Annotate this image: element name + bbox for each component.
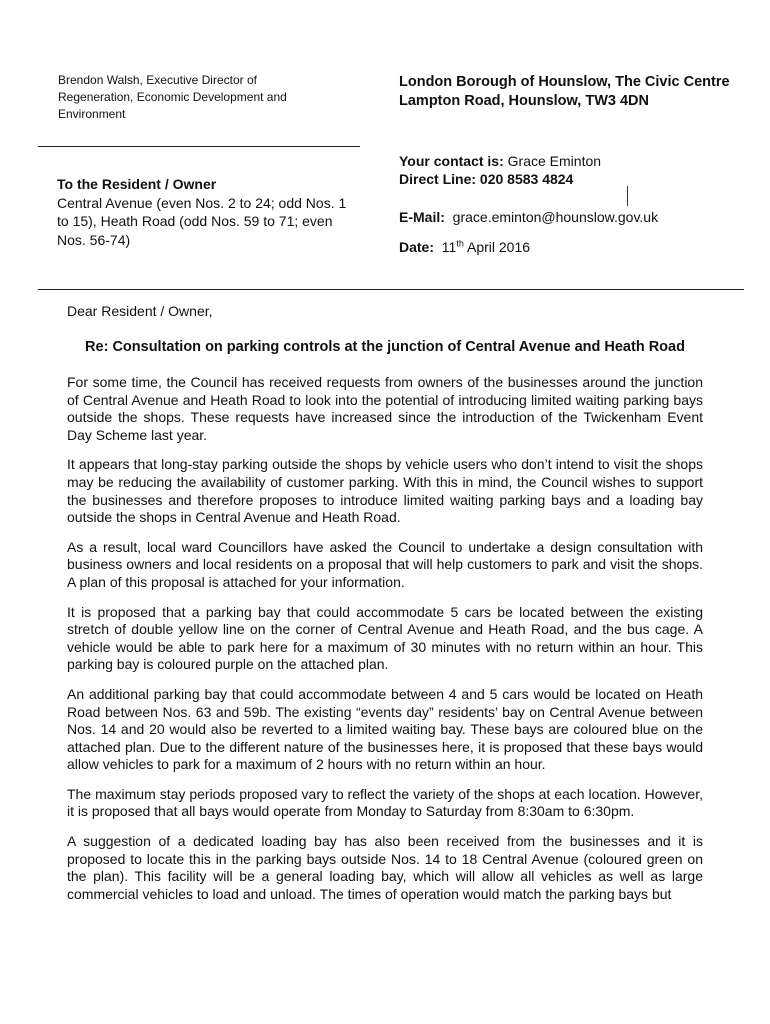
body-paragraph: The maximum stay periods proposed vary to reflect the variety of the shops at each location. However, it is proposed that all bays would operate from Monday to Saturday from 8:30am to 6:30pm. <box>67 785 703 820</box>
body-paragraph: A suggestion of a dedicated loading bay has also been received from the businesses and it is proposed to locate this in the parking bays outside Nos. 14 to 18 Central Avenue (coloured green on the plan). This facility will be a general loading bay, which will allow all vehicles as well as large commercial vehicles to load and unload. The times of operation would match the parking bays but <box>67 833 703 902</box>
body-paragraph: As a result, local ward Councillors have asked the Council to undertake a design consultation with business owners and local residents on a proposal that will help customers to park and visit the shops. A plan of this proposal is attached for your information. <box>67 538 703 590</box>
contact-block <box>399 152 739 256</box>
divider-top <box>38 146 360 147</box>
contact-name: Grace Eminton <box>507 153 602 169</box>
divider-bottom <box>38 289 744 290</box>
council-address-line: London Borough of Hounslow, The Civic Centre <box>399 74 730 90</box>
date-line <box>399 238 739 256</box>
date-rest: April 2016 <box>466 239 531 255</box>
sender-block <box>58 72 318 123</box>
date-day: 11 <box>441 239 457 255</box>
contact-email-line <box>399 208 739 226</box>
body-paragraph: It is proposed that a parking bay that could accommodate 5 cars be located between the existing stretch of double yellow line on the corner of Central Avenue and Heath Road, and the bus cage. A vehicle would be able to park here for a maximum of 30 minutes with no return within an hour. This parking bay is coloured purple on the attached plan. <box>67 603 703 673</box>
body-paragraph: It appears that long-stay parking outside the shops by vehicle users who don’t intend to visit the shops may be reducing the availability of customer parking. With this in mind, the Council wishes to support the businesses and therefore proposes to introduce limited waiting parking bays and a loading bay outside the shops in Central Avenue and Heath Road. <box>67 456 703 526</box>
addressee-heading: To the Resident / Owner <box>57 176 217 192</box>
council-address <box>399 73 739 111</box>
body-paragraph: An additional parking bay that could accommodate between 4 and 5 cars would be located on Heath Road between Nos. 63 and 59b. The existing “events day” residents’ bay on Central Avenue between Nos. 14 and 20 would also be reverted to a limited waiting bay. These bays are coloured blue on the attached plan. Due to the different nature of the businesses here, it is proposed that these bays would allow vehicles to park for a maximum of 2 hours with no return within an hour. <box>67 685 703 773</box>
sender-line: Brendon Walsh, Executive Director of <box>58 73 257 87</box>
sender-line: Regeneration, Economic Development and <box>58 90 287 104</box>
council-address-line: Lampton Road, Hounslow, TW3 4DN <box>399 93 649 109</box>
letter-body <box>67 374 703 915</box>
contact-person <box>399 152 739 170</box>
addressee-block <box>57 175 357 249</box>
subject-line: Re: Consultation on parking controls at the junction of Central Avenue and Heath Road <box>85 339 685 355</box>
body-paragraph: For some time, the Council has received requests from owners of the businesses around the junction of Central Avenue and Heath Road to look into the potential of introducing limited waiting parking bays outside the shops. These requests have increased since the introduction of the Twickenham Event Day Scheme last year. <box>67 374 703 443</box>
contact-phone-line <box>399 170 739 188</box>
addressee-address: Central Avenue (even Nos. 2 to 24; odd Nos. 1 to 15), Heath Road (odd Nos. 59 to 71; even Nos. 56-74) <box>57 194 347 248</box>
phone-number: 020 8583 4824 <box>479 171 574 187</box>
contact-label: Your contact is: <box>399 153 504 169</box>
email-address[interactable]: grace.eminton@hounslow.gov.uk <box>452 209 659 225</box>
sender-line: Environment <box>58 107 126 121</box>
email-label: E-Mail: <box>399 209 445 225</box>
text-cursor-mark <box>627 186 628 206</box>
salutation: Dear Resident / Owner, <box>67 303 213 319</box>
phone-label: Direct Line: <box>399 171 477 187</box>
date-label: Date: <box>399 239 435 255</box>
date-suffix: th <box>456 238 464 249</box>
